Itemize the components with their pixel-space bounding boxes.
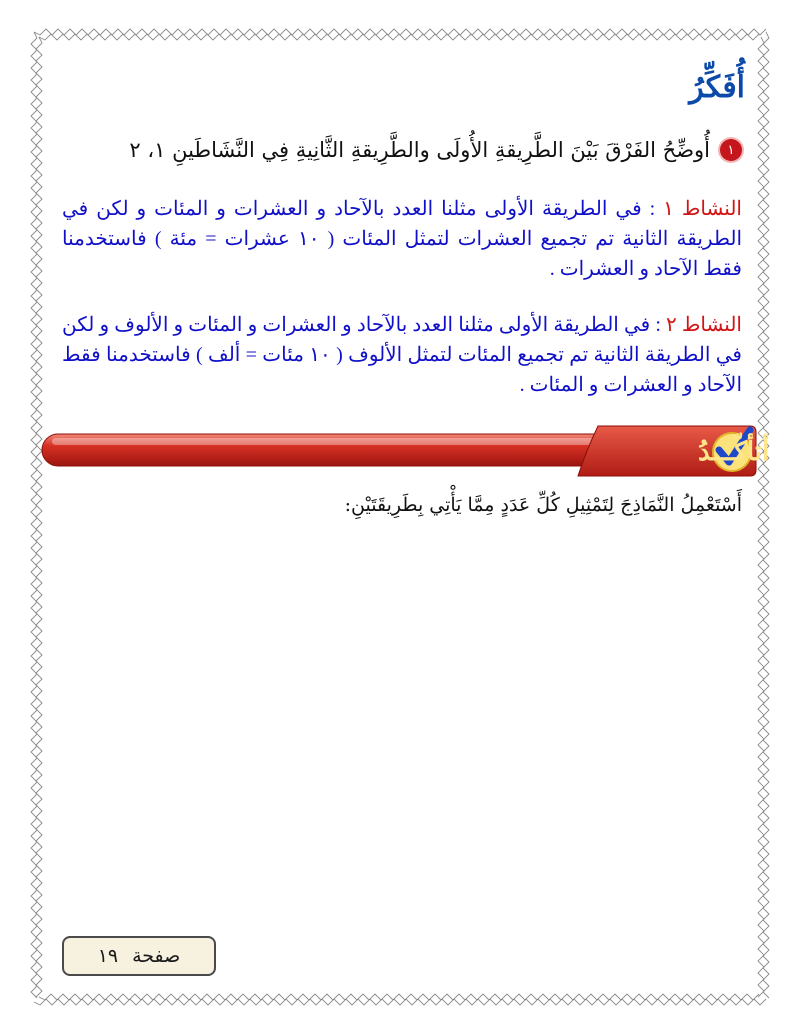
question-text: أُوضِّحُ الفَرْقَ بَيْنَ الطَّرِيقةِ الأُولَى والطَّرِيقةِ الثَّانِيةِ فِي النَّشَاطَينِ ١، ٢ — [129, 138, 710, 162]
answer-activity-2 — [62, 310, 742, 400]
page-number-box — [62, 936, 216, 976]
section-banner — [38, 418, 770, 480]
page-number: ١٩ — [97, 945, 119, 967]
answer-text: : في الطريقة الأولى مثلنا العدد بالآحاد و العشرات و المئات و لكن في الطريقة الثانية تم تجميع العشرات لتمثل المئات ( ١٠ عشرات = مئة ) فاستخدمنا فقط الآحاد و العشرات . — [62, 198, 742, 280]
question-number-badge: ١ — [720, 139, 742, 161]
question-row — [129, 138, 742, 162]
answer-text: : في الطريقة الأولى مثلنا العدد بالآحاد و العشرات و المئات و الألوف و لكن في الطريقة الثانية تم تجميع المئات لتمثل الألوف ( ١٠ مئات = ألف ) فاستخدمنا فقط الآحاد و العشرات و المئات . — [62, 314, 742, 396]
answer-label: النشاط ١ — [663, 198, 742, 220]
banner-title: أتأكّـــدُ — [698, 437, 770, 467]
practice-instruction: أَسْتَعْمِلُ النَّمَاذِجَ لِتَمْثِيلِ كُلِّ عَدَدٍ مِمَّا يَأْتِي بِطَرِيقَتَيْنِ: — [344, 494, 742, 516]
think-heading: أُفَكِّرُ — [689, 70, 745, 105]
page-label: صفحة — [132, 945, 181, 967]
answer-label: النشاط ٢ — [666, 314, 742, 336]
answer-activity-1 — [62, 194, 742, 284]
